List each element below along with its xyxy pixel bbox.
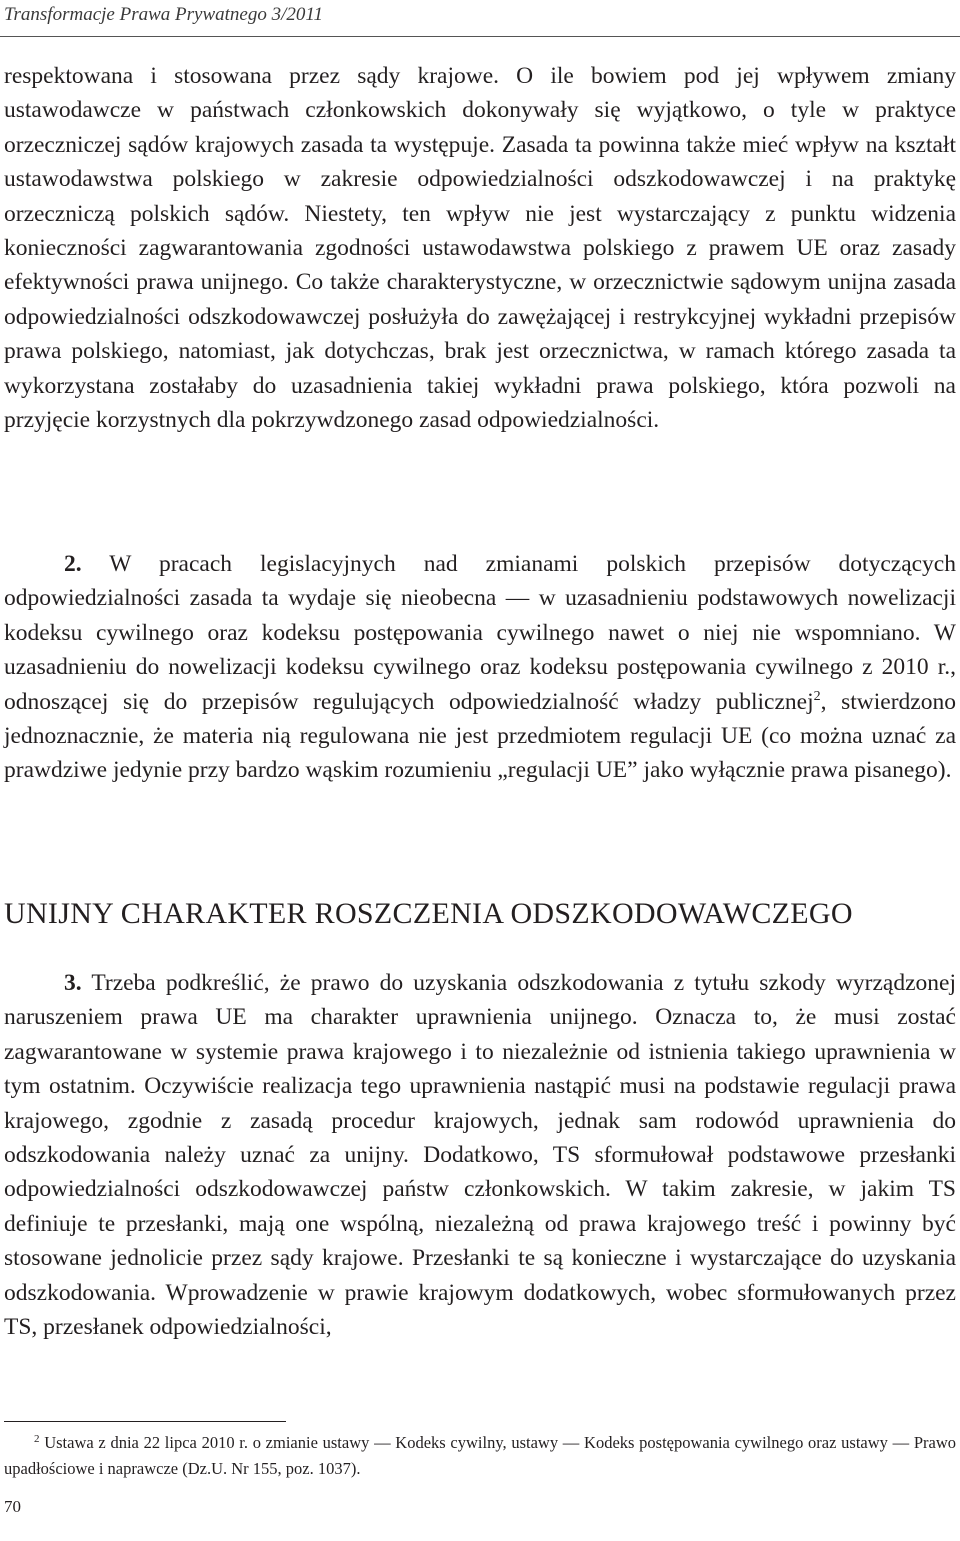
footnote: 2 Ustawa z dnia 22 lipca 2010 r. o zmianie ustawy — Kodeks cywilny, ustawy — Kodeks postępowania cywilnego oraz ustawy — Prawo upadłościowe i naprawcze (Dz.U. Nr 155, poz. 1037).	[4, 1432, 956, 1478]
paragraph-2	[4, 547, 956, 788]
paragraph-1	[4, 59, 956, 437]
paragraph-number: 2.	[64, 551, 82, 577]
footnote-divider	[4, 1421, 286, 1422]
paragraph-1-text: respektowana i stosowana przez sądy krajowe. O ile bowiem pod jej wpływem zmiany ustawodawcze w państwach członkowskich dokonywały się wyjątkowo, o tyle w praktyce orzeczniczej sądów krajowych zasada ta występuje. Zasada ta powinna także mieć wpływ na kształt ustawodawstwa polskiego w zakresie odpowiedzialności odszkodowawczej i na praktykę orzeczniczą polskich sądów. Niestety, ten wpływ nie jest wystarczający z punktu widzenia konieczności zagwarantowania zgodności ustawodawstwa polskiego z prawem UE oraz zasady efektywności prawa unijnego. Co także charakterystyczne, w orzecznictwie sądowym unijna zasada odpowiedzialności odszkodowawczej posłużyła do zawężającej i restrykcyjnej wykładni przepisów prawa polskiego, natomiast, jak dotychczas, brak jest orzecznictwa, w ramach którego zasada ta wykorzystana zostałaby do uzasadnienia takiej wykładni prawa polskiego, która pozwoli na przyjęcie korzystnych dla pokrzywdzonego zasad odpowiedzialności.	[4, 63, 956, 434]
paragraph-3	[4, 966, 956, 1344]
paragraph-2-text-b: , stwierdzono jednoznacznie, że materia nią regulowana nie jest przedmiotem regulacji UE (co można uznać za prawdziwe jedynie przy bardzo wąskim rozumieniu „regulacji UE” jako wyłącznie prawa pisanego).	[4, 688, 956, 784]
paragraph-number: 3.	[64, 970, 82, 996]
header-divider	[0, 36, 960, 37]
paragraph-3-text: Trzeba podkreślić, że prawo do uzyskania odszkodowania z tytułu szkody wyrządzonej naruszeniem prawa UE ma charakter uprawnienia unijnego. Oznacza to, że musi zostać zagwarantowane w systemie prawa krajowego i to niezależnie od istnienia takiego uprawnienia w tym ostatnim. Oczywiście realizacja tego uprawnienia nastąpić musi na podstawie regulacji prawa krajowego, zgodnie z zasadą procedur krajowych, jednak sam rodowód uprawnienia do odszkodowania należy uznać za unijny. Dodatkowo, TS sformułował podstawowe przesłanki odpowiedzialności odszkodowawczej państw członkowskich. W takim zakresie, w jakim TS definiuje te przesłanki, mają one wspólną, niezależną od prawa krajowego treść i powinny być stosowane jednolicie przez sądy krajowe. Przesłanki te są konieczne i wystarczające do uzyskania odszkodowania. Wprowadzenie w prawie krajowym dodatkowych, wobec sformułowanych przez TS, przesłanek odpowiedzialności,	[4, 970, 956, 1341]
paragraph-2-text-a: W pracach legislacyjnych nad zmianami polskich przepisów dotyczących odpowiedzialności zasada ta wydaje się nieobecna — w uzasadnieniu podstawowych nowelizacji kodeksu cywilnego oraz kodeksu postępowania cywilnego nawet o niej nie wspomniano. W uzasadnieniu do nowelizacji kodeksu cywilnego oraz kodeksu postępowania cywilnego z 2010 r., odnoszącej się do przepisów regulujących odpowiedzialność władzy publicznej	[4, 551, 956, 715]
journal-header: Transformacje Prawa Prywatnego 3/2011	[4, 4, 323, 25]
footnote-reference[interactable]: 2	[813, 688, 821, 704]
page-number: 70	[4, 1497, 21, 1516]
footnote-text: Ustawa z dnia 22 lipca 2010 r. o zmianie ustawy — Kodeks cywilny, ustawy — Kodeks postępowania cywilnego oraz ustawy — Prawo upadłościowe i naprawcze (Dz.U. Nr 155, poz. 1037).	[4, 1433, 956, 1478]
section-heading: UNIJNY CHARAKTER ROSZCZENIA ODSZKODOWAWCZEGO	[4, 897, 853, 930]
